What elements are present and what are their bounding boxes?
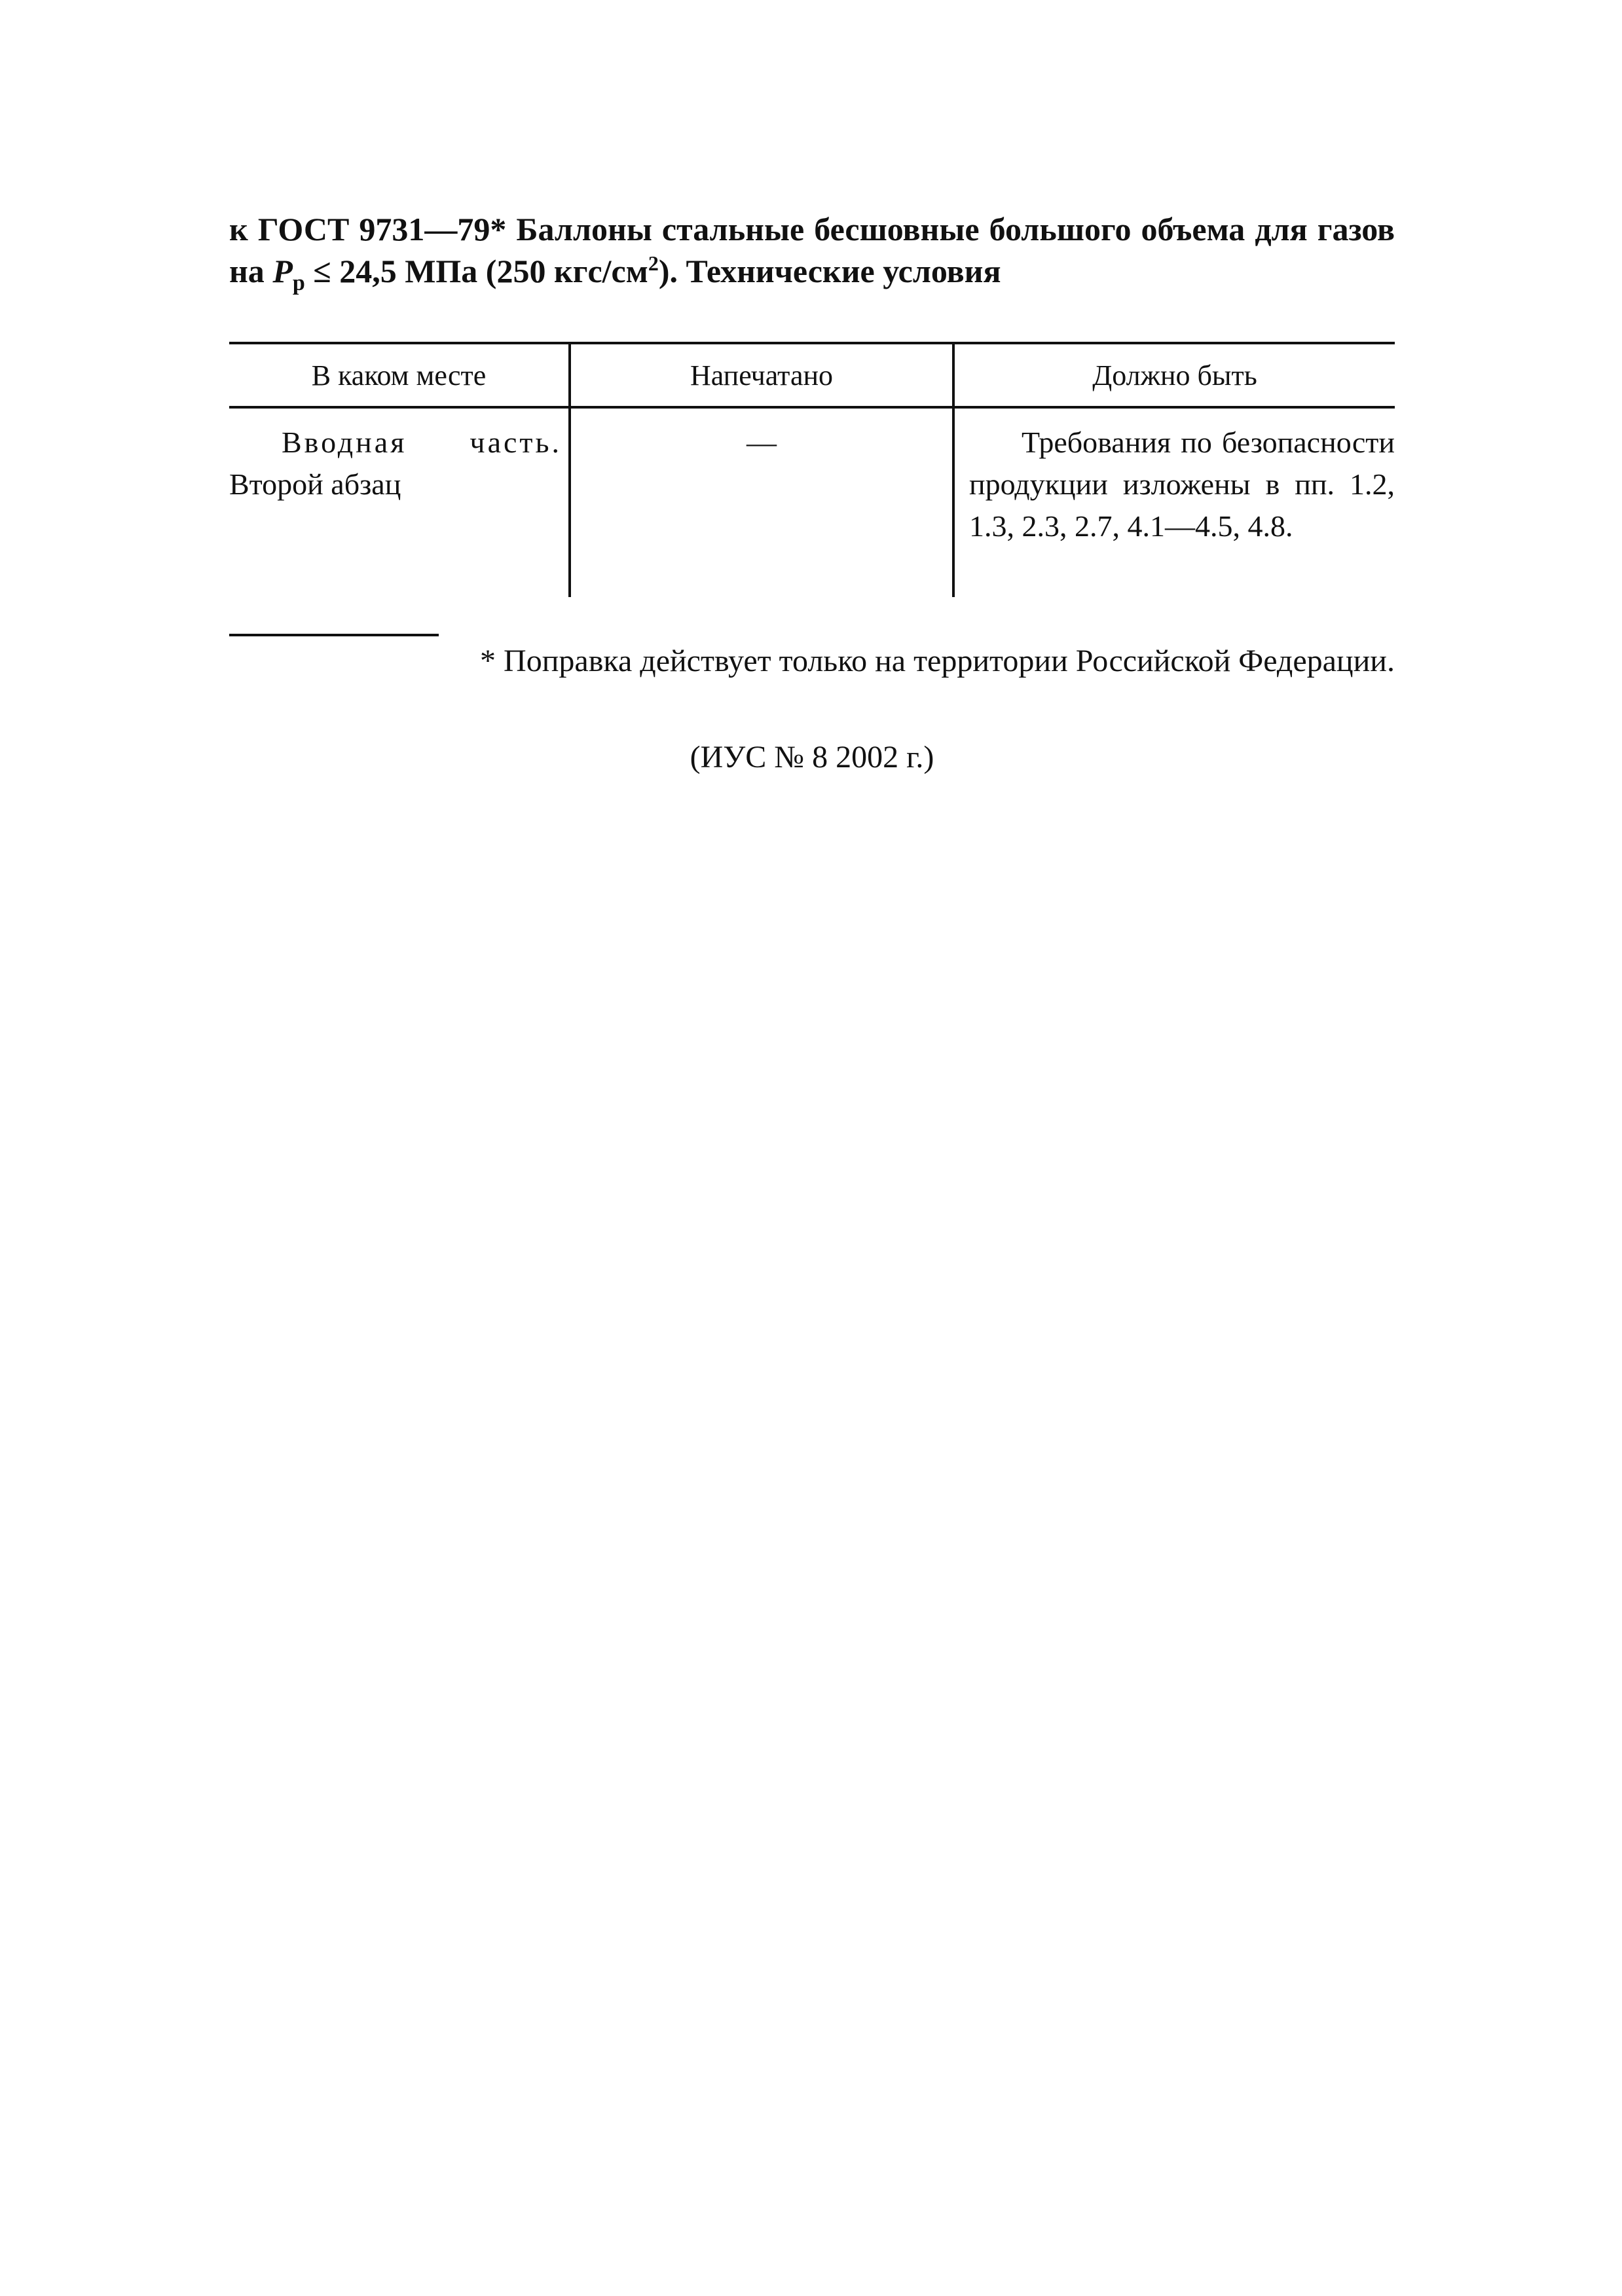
- header-printed: Напечатано: [690, 359, 834, 392]
- cell-place-line2: Второй абзац: [229, 467, 401, 501]
- header-should-be: Должно быть: [1092, 359, 1257, 392]
- unit-superscript: 2: [648, 251, 659, 275]
- source-reference: (ИУС № 8 2002 г.): [690, 740, 934, 774]
- footnote-rule: [229, 634, 439, 636]
- document-title: [229, 208, 1395, 295]
- cell-place: [229, 422, 562, 505]
- cell-place-line1: Вводная часть.: [282, 426, 562, 459]
- pressure-subscript: р: [292, 271, 305, 295]
- title-text-part3: ). Технические условия: [658, 253, 1001, 289]
- title-text-part2: ≤ 24,5 МПа (250 кгс/см: [304, 253, 648, 289]
- header-place: В каком месте: [311, 359, 487, 392]
- amendment-table: [229, 342, 1395, 597]
- cell-printed: —: [746, 426, 777, 459]
- title-text-part1: к ГОСТ 9731—79* Баллоны стальные бесшовные большого объема для газов на: [229, 211, 1395, 289]
- footnote: * Поправка действует только на территории Российской Федерации.: [480, 644, 1395, 678]
- pressure-symbol: P: [272, 253, 293, 289]
- cell-should-be: Требования по безопасности продукции изложены в пп. 1.2, 1.3, 2.3, 2.7, 4.1—4.5, 4.8.: [969, 426, 1395, 543]
